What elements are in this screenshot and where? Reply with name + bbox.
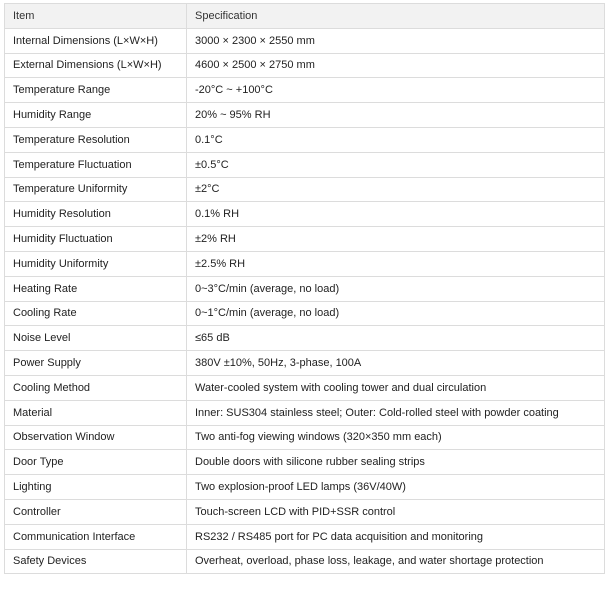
table-row <box>5 400 605 425</box>
row-specification-cell: RS232 / RS485 port for PC data acquisition and monitoring <box>187 524 605 549</box>
row-item-cell: Cooling Method <box>5 375 187 400</box>
row-item-cell: Observation Window <box>5 425 187 450</box>
row-item-cell: Humidity Fluctuation <box>5 227 187 252</box>
row-specification-cell: ±0.5°C <box>187 152 605 177</box>
row-specification-cell: 3000 × 2300 × 2550 mm <box>187 28 605 53</box>
header-specification: Specification <box>187 4 605 29</box>
row-specification-cell: ≤65 dB <box>187 326 605 351</box>
row-item-cell: Humidity Range <box>5 103 187 128</box>
specification-table <box>4 3 605 574</box>
row-specification-cell: -20°C ~ +100°C <box>187 78 605 103</box>
table-row <box>5 326 605 351</box>
row-item-cell: External Dimensions (L×W×H) <box>5 53 187 78</box>
row-item-cell: Humidity Resolution <box>5 202 187 227</box>
row-item-cell: Lighting <box>5 475 187 500</box>
table-row <box>5 425 605 450</box>
table-row <box>5 251 605 276</box>
row-specification-cell: Overheat, overload, phase loss, leakage, and water shortage protection <box>187 549 605 574</box>
table-row <box>5 450 605 475</box>
row-specification-cell: 0~1°C/min (average, no load) <box>187 301 605 326</box>
row-specification-cell: 0.1% RH <box>187 202 605 227</box>
row-item-cell: Noise Level <box>5 326 187 351</box>
table-row <box>5 499 605 524</box>
row-item-cell: Heating Rate <box>5 276 187 301</box>
row-specification-cell: Double doors with silicone rubber sealing strips <box>187 450 605 475</box>
table-row <box>5 177 605 202</box>
table-row <box>5 227 605 252</box>
table-row <box>5 549 605 574</box>
table-row <box>5 202 605 227</box>
row-item-cell: Internal Dimensions (L×W×H) <box>5 28 187 53</box>
table-row <box>5 53 605 78</box>
row-item-cell: Cooling Rate <box>5 301 187 326</box>
row-specification-cell: Water-cooled system with cooling tower and dual circulation <box>187 375 605 400</box>
table-row <box>5 524 605 549</box>
table-row <box>5 127 605 152</box>
row-item-cell: Door Type <box>5 450 187 475</box>
row-specification-cell: Two anti-fog viewing windows (320×350 mm each) <box>187 425 605 450</box>
row-item-cell: Humidity Uniformity <box>5 251 187 276</box>
row-item-cell: Temperature Range <box>5 78 187 103</box>
row-specification-cell: Two explosion-proof LED lamps (36V/40W) <box>187 475 605 500</box>
table-row <box>5 375 605 400</box>
row-item-cell: Controller <box>5 499 187 524</box>
table-row <box>5 78 605 103</box>
row-specification-cell: ±2.5% RH <box>187 251 605 276</box>
table-row <box>5 152 605 177</box>
table-body <box>5 28 605 574</box>
table-row <box>5 351 605 376</box>
row-specification-cell: ±2°C <box>187 177 605 202</box>
row-specification-cell: Inner: SUS304 stainless steel; Outer: Cold-rolled steel with powder coating <box>187 400 605 425</box>
table-row <box>5 103 605 128</box>
row-item-cell: Safety Devices <box>5 549 187 574</box>
row-item-cell: Communication Interface <box>5 524 187 549</box>
row-specification-cell: 20% ~ 95% RH <box>187 103 605 128</box>
row-specification-cell: 0~3°C/min (average, no load) <box>187 276 605 301</box>
row-item-cell: Material <box>5 400 187 425</box>
row-specification-cell: 4600 × 2500 × 2750 mm <box>187 53 605 78</box>
row-item-cell: Temperature Uniformity <box>5 177 187 202</box>
row-specification-cell: Touch-screen LCD with PID+SSR control <box>187 499 605 524</box>
header-row <box>5 4 605 29</box>
table-row <box>5 276 605 301</box>
row-specification-cell: ±2% RH <box>187 227 605 252</box>
table-row <box>5 28 605 53</box>
row-item-cell: Power Supply <box>5 351 187 376</box>
table-header <box>5 4 605 29</box>
row-specification-cell: 0.1°C <box>187 127 605 152</box>
table-row <box>5 301 605 326</box>
table-row <box>5 475 605 500</box>
header-item: Item <box>5 4 187 29</box>
row-item-cell: Temperature Resolution <box>5 127 187 152</box>
row-specification-cell: 380V ±10%, 50Hz, 3-phase, 100A <box>187 351 605 376</box>
row-item-cell: Temperature Fluctuation <box>5 152 187 177</box>
